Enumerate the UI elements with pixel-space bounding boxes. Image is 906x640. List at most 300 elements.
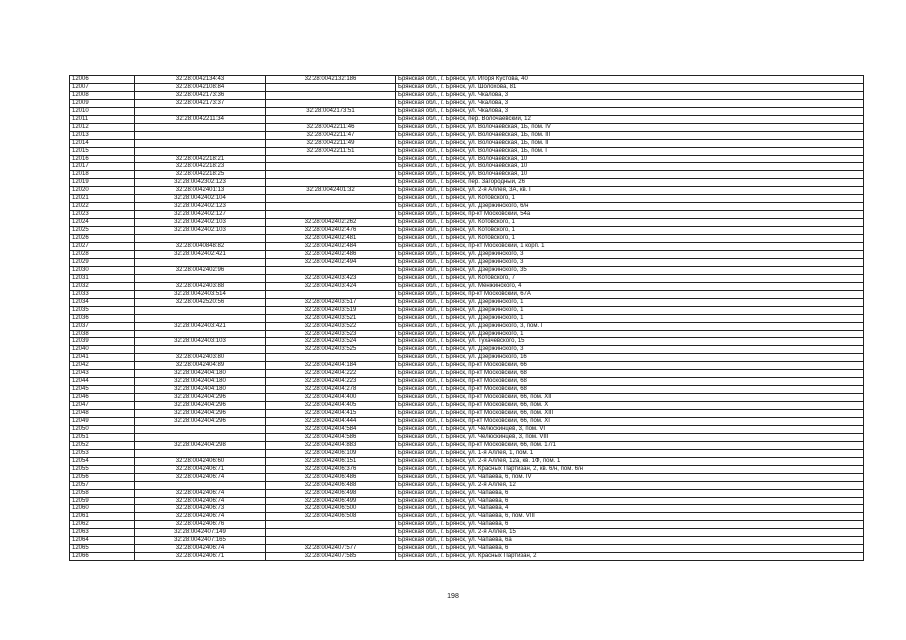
object-number-cell: [266, 83, 396, 91]
parcel-number-cell: 32:28:0042402:103: [135, 219, 266, 227]
address-cell: Брянская обл., г. Брянск, ул. Менжинского, 4: [396, 282, 864, 290]
address-cell: Брянская обл., г. Брянск, ул. Дзержинского, 1: [396, 314, 864, 322]
parcel-number-cell: [135, 433, 266, 441]
object-number-cell: [266, 155, 396, 163]
object-number-cell: 32:28:0042406:151: [266, 457, 396, 465]
table-row: [70, 243, 864, 251]
table-row: [70, 76, 864, 84]
parcel-number-cell: [135, 306, 266, 314]
address-cell: Брянская обл., г. Брянск, пр-кт Московский, 68: [396, 370, 864, 378]
object-number-cell: 32:28:0042404:883: [266, 441, 396, 449]
table-row: [70, 354, 864, 362]
address-cell: Брянская обл., г. Брянск, ул. Дзержинского, 3, пом. I: [396, 322, 864, 330]
table-row: [70, 131, 864, 139]
address-cell: Брянская обл., г. Брянск, ул. Волочаевская, 10: [396, 163, 864, 171]
row-number-cell: 12026: [70, 235, 135, 243]
table-row: [70, 473, 864, 481]
object-number-cell: 32:28:0042403:423: [266, 274, 396, 282]
table-row: [70, 537, 864, 545]
parcel-number-cell: 32:28:0042404:89: [135, 362, 266, 370]
table-row: [70, 545, 864, 553]
page-number: 198: [447, 593, 459, 600]
object-number-cell: [266, 99, 396, 107]
row-number-cell: 12007: [70, 83, 135, 91]
table-row: [70, 433, 864, 441]
parcel-number-cell: 32:28:0042402:123: [135, 203, 266, 211]
parcel-number-cell: 32:28:0042407:165: [135, 537, 266, 545]
address-cell: Брянская обл., г. Брянск, ул. Чапаева, 6, пом. VIII: [396, 513, 864, 521]
parcel-number-cell: 32:28:0042406:71: [135, 553, 266, 561]
address-cell: Брянская обл., г. Брянск, ул. Чапаева, 6а: [396, 537, 864, 545]
registry-table: [69, 75, 864, 561]
parcel-number-cell: 32:28:0042404:180: [135, 386, 266, 394]
address-cell: Брянская обл., г. Брянск, пр-кт Московский, 54а: [396, 211, 864, 219]
object-number-cell: 32:28:0042403:523: [266, 330, 396, 338]
parcel-number-cell: 32:28:0042404:298: [135, 441, 266, 449]
address-cell: Брянская обл., г. Брянск, ул. Челюскинцев, 3, пом. VIII: [396, 433, 864, 441]
address-cell: Брянская обл., г. Брянск, пр-кт Московский, 66, пом. X: [396, 402, 864, 410]
table-row: [70, 139, 864, 147]
parcel-number-cell: [135, 314, 266, 322]
object-number-cell: 32:28:0042404:400: [266, 394, 396, 402]
object-number-cell: 32:28:0042402:484: [266, 243, 396, 251]
table-row: [70, 457, 864, 465]
address-cell: Брянская обл., г. Брянск, ул. Дзержинского, 35: [396, 266, 864, 274]
parcel-number-cell: 32:28:0042404:180: [135, 370, 266, 378]
table-row: [70, 330, 864, 338]
row-number-cell: 12056: [70, 473, 135, 481]
object-number-cell: 32:28:0042406:486: [266, 473, 396, 481]
object-number-cell: 32:28:0042406:508: [266, 513, 396, 521]
row-number-cell: 12008: [70, 91, 135, 99]
row-number-cell: 12062: [70, 521, 135, 529]
row-number-cell: 12048: [70, 410, 135, 418]
parcel-number-cell: [135, 346, 266, 354]
parcel-number-cell: [135, 258, 266, 266]
parcel-number-cell: 32:28:0042173:36: [135, 91, 266, 99]
row-number-cell: 12021: [70, 195, 135, 203]
address-cell: Брянская обл., г. Брянск, ул. Игоря Кустова, 40: [396, 76, 864, 84]
object-number-cell: 32:28:0042407:585: [266, 553, 396, 561]
object-number-cell: 32:28:0042403:522: [266, 322, 396, 330]
parcel-number-cell: 32:28:0042403:88: [135, 282, 266, 290]
row-number-cell: 12036: [70, 314, 135, 322]
table-row: [70, 274, 864, 282]
object-number-cell: 32:28:0042404:415: [266, 410, 396, 418]
row-number-cell: 12050: [70, 425, 135, 433]
table-row: [70, 306, 864, 314]
address-cell: Брянская обл., г. Брянск, пр-кт Московский, 68: [396, 386, 864, 394]
table-row: [70, 521, 864, 529]
row-number-cell: 12024: [70, 219, 135, 227]
address-cell: Брянская обл., г. Брянск, ул. 2-я Аллея, 12а, кв. 1Ф, пом. 1: [396, 457, 864, 465]
address-cell: Брянская обл., г. Брянск, ул. Дзержинского, 1: [396, 298, 864, 306]
object-number-cell: 32:28:0042402:476: [266, 227, 396, 235]
row-number-cell: 12025: [70, 227, 135, 235]
object-number-cell: [266, 211, 396, 219]
table-row: [70, 258, 864, 266]
row-number-cell: 12010: [70, 107, 135, 115]
row-number-cell: 12039: [70, 338, 135, 346]
row-number-cell: 12055: [70, 465, 135, 473]
parcel-number-cell: 32:28:0042401:13: [135, 187, 266, 195]
parcel-number-cell: [135, 107, 266, 115]
parcel-number-cell: 32:28:0042402:421: [135, 250, 266, 258]
object-number-cell: 32:28:0042403:524: [266, 338, 396, 346]
table-row: [70, 449, 864, 457]
row-number-cell: 12020: [70, 187, 135, 195]
parcel-number-cell: 32:28:0042404:296: [135, 417, 266, 425]
address-cell: Брянская обл., г. Брянск, пер. Загородный, 26: [396, 179, 864, 187]
object-number-cell: 32:28:0042403:517: [266, 298, 396, 306]
row-number-cell: 12018: [70, 171, 135, 179]
table-row: [70, 441, 864, 449]
object-number-cell: 32:28:0042406:376: [266, 465, 396, 473]
table-row: [70, 529, 864, 537]
parcel-number-cell: 32:28:0042211:34: [135, 115, 266, 123]
table-row: [70, 410, 864, 418]
table-row: [70, 481, 864, 489]
row-number-cell: 12051: [70, 433, 135, 441]
address-cell: Брянская обл., г. Брянск, ул. Красных Партизан, 2, кв. 6/н, пом. 6/н: [396, 465, 864, 473]
address-cell: Брянская обл., г. Брянск, ул. Шолохова, 81: [396, 83, 864, 91]
address-cell: Брянская обл., г. Брянск, пр-кт Московский, 66: [396, 362, 864, 370]
object-number-cell: 32:28:0042211:46: [266, 123, 396, 131]
object-number-cell: [266, 266, 396, 274]
object-number-cell: 32:28:0042401:32: [266, 187, 396, 195]
address-cell: Брянская обл., г. Брянск, ул. Котовского, 1: [396, 219, 864, 227]
parcel-number-cell: 32:28:0042402:104: [135, 195, 266, 203]
row-number-cell: 12059: [70, 497, 135, 505]
table-row: [70, 83, 864, 91]
table-row: [70, 505, 864, 513]
row-number-cell: 12011: [70, 115, 135, 123]
object-number-cell: [266, 521, 396, 529]
row-number-cell: 12022: [70, 203, 135, 211]
object-number-cell: [266, 290, 396, 298]
address-cell: Брянская обл., г. Брянск, ул. Котовского, 1: [396, 227, 864, 235]
row-number-cell: 12042: [70, 362, 135, 370]
table-row: [70, 203, 864, 211]
table-row: [70, 378, 864, 386]
row-number-cell: 12037: [70, 322, 135, 330]
table-row: [70, 497, 864, 505]
parcel-number-cell: 32:28:0042406:74: [135, 545, 266, 553]
address-cell: Брянская обл., г. Брянск, ул. Волочаевская, 1Б, пом. III: [396, 131, 864, 139]
table-row: [70, 282, 864, 290]
row-number-cell: 12043: [70, 370, 135, 378]
address-cell: Брянская обл., г. Брянск, ул. Дзержинского, 1: [396, 306, 864, 314]
object-number-cell: 32:28:0042404:278: [266, 386, 396, 394]
table-row: [70, 179, 864, 187]
row-number-cell: 12006: [70, 76, 135, 84]
row-number-cell: 12047: [70, 402, 135, 410]
object-number-cell: [266, 115, 396, 123]
parcel-number-cell: 32:28:0042403:80: [135, 354, 266, 362]
row-number-cell: 12035: [70, 306, 135, 314]
row-number-cell: 12044: [70, 378, 135, 386]
object-number-cell: 32:28:0042406:500: [266, 505, 396, 513]
parcel-number-cell: [135, 235, 266, 243]
address-cell: Брянская обл., г. Брянск, ул. Дзержинского, 16: [396, 354, 864, 362]
row-number-cell: 12033: [70, 290, 135, 298]
parcel-number-cell: 32:28:0042302:123: [135, 179, 266, 187]
address-cell: Брянская обл., г. Брянск, ул. Дзержинского, 1: [396, 330, 864, 338]
object-number-cell: 32:28:0042173:51: [266, 107, 396, 115]
row-number-cell: 12027: [70, 243, 135, 251]
parcel-number-cell: 32:28:0042404:296: [135, 394, 266, 402]
parcel-number-cell: 32:28:0042406:74: [135, 473, 266, 481]
address-cell: Брянская обл., г. Брянск, ул. Чкалова, 3: [396, 91, 864, 99]
object-number-cell: 32:28:0042211:49: [266, 139, 396, 147]
parcel-number-cell: 32:28:0042404:180: [135, 378, 266, 386]
object-number-cell: [266, 537, 396, 545]
address-cell: Брянская обл., г. Брянск, ул. Чкалова, 3: [396, 99, 864, 107]
table-row: [70, 163, 864, 171]
address-cell: Брянская обл., г. Брянск, ул. Дзержинского, 3: [396, 258, 864, 266]
address-cell: Брянская обл., г. Брянск, ул. Дзержинского, 3: [396, 250, 864, 258]
address-cell: Брянская обл., г. Брянск, ул. Красных Партизан, 2: [396, 553, 864, 561]
parcel-number-cell: 32:28:0042134:43: [135, 76, 266, 84]
row-number-cell: 12015: [70, 147, 135, 155]
table-row: [70, 99, 864, 107]
object-number-cell: 32:28:0042211:47: [266, 131, 396, 139]
parcel-number-cell: 32:28:0042218:23: [135, 163, 266, 171]
parcel-number-cell: 32:28:0042406:74: [135, 513, 266, 521]
row-number-cell: 12045: [70, 386, 135, 394]
object-number-cell: 32:28:0042211:51: [266, 147, 396, 155]
object-number-cell: 32:28:0042403:521: [266, 314, 396, 322]
address-cell: Брянская обл., г. Брянск, ул. Дзержинского, 3: [396, 346, 864, 354]
table-row: [70, 402, 864, 410]
address-cell: Брянская обл., г. Брянск, ул. Волочаевская, 1Б, пом. I: [396, 147, 864, 155]
address-cell: Брянская обл., г. Брянск, пр-кт Московский, 66, пом. XI: [396, 417, 864, 425]
row-number-cell: 12013: [70, 131, 135, 139]
address-cell: Брянская обл., г. Брянск, ул. Волочаевская, 1Б, пом. II: [396, 139, 864, 147]
row-number-cell: 12061: [70, 513, 135, 521]
object-number-cell: [266, 529, 396, 537]
table-row: [70, 115, 864, 123]
row-number-cell: 12032: [70, 282, 135, 290]
object-number-cell: 32:28:0042404:584: [266, 425, 396, 433]
object-number-cell: 32:28:0042402:494: [266, 258, 396, 266]
address-cell: Брянская обл., г. Брянск, ул. 2-я Аллея, 3А, кв. I: [396, 187, 864, 195]
row-number-cell: 12054: [70, 457, 135, 465]
object-number-cell: 32:28:0042404:444: [266, 417, 396, 425]
object-number-cell: 32:28:0042402:481: [266, 235, 396, 243]
object-number-cell: [266, 91, 396, 99]
table-row: [70, 425, 864, 433]
row-number-cell: 12034: [70, 298, 135, 306]
object-number-cell: 32:28:0042403:525: [266, 346, 396, 354]
address-cell: Брянская обл., г. Брянск, ул. 1-я Аллея, 1, пом. 1: [396, 449, 864, 457]
parcel-number-cell: [135, 425, 266, 433]
parcel-number-cell: 32:28:0042403:514: [135, 290, 266, 298]
table-row: [70, 155, 864, 163]
row-number-cell: 12064: [70, 537, 135, 545]
parcel-number-cell: 32:28:0042406:74: [135, 489, 266, 497]
row-number-cell: 12041: [70, 354, 135, 362]
object-number-cell: 32:28:0042404:222: [266, 370, 396, 378]
object-number-cell: 32:28:0042406:109: [266, 449, 396, 457]
row-number-cell: 12017: [70, 163, 135, 171]
object-number-cell: 32:28:0042132:186: [266, 76, 396, 84]
table-row: [70, 346, 864, 354]
row-number-cell: 12023: [70, 211, 135, 219]
table-row: [70, 489, 864, 497]
table-row: [70, 290, 864, 298]
address-cell: Брянская обл., г. Брянск, ул. Волочаевская, 10: [396, 155, 864, 163]
address-cell: Брянская обл., г. Брянск, пр-кт Московский, 68: [396, 378, 864, 386]
address-cell: Брянская обл., г. Брянск, ул. Чкалова, 3: [396, 107, 864, 115]
object-number-cell: 32:28:0042404:405: [266, 402, 396, 410]
table-row: [70, 219, 864, 227]
address-cell: Брянская обл., г. Брянск, ул. Чапаева, 4: [396, 505, 864, 513]
registry-table-body: [70, 76, 864, 561]
object-number-cell: 32:28:0042402:486: [266, 250, 396, 258]
parcel-number-cell: 32:28:0042402:127: [135, 211, 266, 219]
row-number-cell: 12014: [70, 139, 135, 147]
row-number-cell: 12029: [70, 258, 135, 266]
table-row: [70, 107, 864, 115]
table-row: [70, 338, 864, 346]
table-row: [70, 298, 864, 306]
row-number-cell: 12063: [70, 529, 135, 537]
address-cell: Брянская обл., г. Брянск, ул. 2-я Аллея, 12: [396, 481, 864, 489]
table-row: [70, 513, 864, 521]
row-number-cell: 12060: [70, 505, 135, 513]
table-row: [70, 147, 864, 155]
object-number-cell: 32:28:0042406:498: [266, 489, 396, 497]
object-number-cell: [266, 203, 396, 211]
parcel-number-cell: 32:28:0042406:71: [135, 465, 266, 473]
table-row: [70, 417, 864, 425]
address-cell: Брянская обл., г. Брянск, пер. Волочаевский, 12: [396, 115, 864, 123]
table-row: [70, 386, 864, 394]
parcel-number-cell: 32:28:0042520:56: [135, 298, 266, 306]
parcel-number-cell: [135, 330, 266, 338]
table-row: [70, 465, 864, 473]
object-number-cell: [266, 171, 396, 179]
parcel-number-cell: 32:28:0042406:60: [135, 457, 266, 465]
row-number-cell: 12052: [70, 441, 135, 449]
address-cell: Брянская обл., г. Брянск, ул. Котовского, 1: [396, 195, 864, 203]
object-number-cell: 32:28:0042406:499: [266, 497, 396, 505]
table-row: [70, 250, 864, 258]
parcel-number-cell: [135, 449, 266, 457]
address-cell: Брянская обл., г. Брянск, ул. 2-я Аллея, 15: [396, 529, 864, 537]
parcel-number-cell: 32:28:0042173:37: [135, 99, 266, 107]
row-number-cell: 12030: [70, 266, 135, 274]
parcel-number-cell: 32:28:0042108:84: [135, 83, 266, 91]
address-cell: Брянская обл., г. Брянск, ул. Чапаева, 6: [396, 489, 864, 497]
address-cell: Брянская обл., г. Брянск, ул. Чапаева, 6, пом. IV: [396, 473, 864, 481]
address-cell: Брянская обл., г. Брянск, ул. Дзержинского, 6/н: [396, 203, 864, 211]
object-number-cell: [266, 163, 396, 171]
parcel-number-cell: 32:28:0042218:25: [135, 171, 266, 179]
object-number-cell: 32:28:0042404:184: [266, 362, 396, 370]
row-number-cell: 12046: [70, 394, 135, 402]
address-cell: Брянская обл., г. Брянск, ул. Чапаева, 6: [396, 545, 864, 553]
table-row: [70, 266, 864, 274]
row-number-cell: 12016: [70, 155, 135, 163]
table-row: [70, 195, 864, 203]
object-number-cell: 32:28:0042404:223: [266, 378, 396, 386]
address-cell: Брянская обл., г. Брянск, пр-кт Московский, 67А: [396, 290, 864, 298]
table-row: [70, 235, 864, 243]
object-number-cell: 32:28:0042402:262: [266, 219, 396, 227]
parcel-number-cell: [135, 274, 266, 282]
address-cell: Брянская обл., г. Брянск, ул. Челюскинцев, 3, пом. VI: [396, 425, 864, 433]
parcel-number-cell: [135, 147, 266, 155]
parcel-number-cell: 32:28:0042402:103: [135, 227, 266, 235]
object-number-cell: 32:28:0042407:577: [266, 545, 396, 553]
object-number-cell: 32:28:0042404:586: [266, 433, 396, 441]
row-number-cell: 12058: [70, 489, 135, 497]
parcel-number-cell: 32:28:0042402:96: [135, 266, 266, 274]
address-cell: Брянская обл., г. Брянск, пр-кт Московский, 66, пом. XII: [396, 394, 864, 402]
parcel-number-cell: 32:28:0042218:21: [135, 155, 266, 163]
parcel-number-cell: 32:28:0042403:103: [135, 338, 266, 346]
table-row: [70, 123, 864, 131]
parcel-number-cell: 32:28:0042406:76: [135, 521, 266, 529]
parcel-number-cell: 32:28:0042406:74: [135, 497, 266, 505]
parcel-number-cell: [135, 123, 266, 131]
parcel-number-cell: 32:28:0040848:82: [135, 243, 266, 251]
address-cell: Брянская обл., г. Брянск, ул. Чапаева, 6: [396, 521, 864, 529]
table-row: [70, 187, 864, 195]
row-number-cell: 12009: [70, 99, 135, 107]
address-cell: Брянская обл., г. Брянск, пр-кт Московский, 66, пом. XIII: [396, 410, 864, 418]
parcel-number-cell: [135, 139, 266, 147]
object-number-cell: 32:28:0042403:424: [266, 282, 396, 290]
row-number-cell: 12040: [70, 346, 135, 354]
table-row: [70, 227, 864, 235]
object-number-cell: [266, 195, 396, 203]
parcel-number-cell: 32:28:0042404:296: [135, 410, 266, 418]
table-row: [70, 362, 864, 370]
object-number-cell: [266, 354, 396, 362]
row-number-cell: 12028: [70, 250, 135, 258]
parcel-number-cell: 32:28:0042407:149: [135, 529, 266, 537]
object-number-cell: 32:28:0042406:488: [266, 481, 396, 489]
parcel-number-cell: 32:28:0042403:421: [135, 322, 266, 330]
row-number-cell: 12066: [70, 553, 135, 561]
table-row: [70, 171, 864, 179]
parcel-number-cell: 32:28:0042404:296: [135, 402, 266, 410]
row-number-cell: 12012: [70, 123, 135, 131]
table-row: [70, 370, 864, 378]
table-row: [70, 211, 864, 219]
row-number-cell: 12049: [70, 417, 135, 425]
row-number-cell: 12019: [70, 179, 135, 187]
row-number-cell: 12053: [70, 449, 135, 457]
address-cell: Брянская обл., г. Брянск, ул. Тухачевского, 15: [396, 338, 864, 346]
table-row: [70, 553, 864, 561]
table-row: [70, 314, 864, 322]
address-cell: Брянская обл., г. Брянск, ул. Котовского, 1: [396, 235, 864, 243]
row-number-cell: 12031: [70, 274, 135, 282]
parcel-number-cell: [135, 131, 266, 139]
row-number-cell: 12065: [70, 545, 135, 553]
row-number-cell: 12057: [70, 481, 135, 489]
parcel-number-cell: 32:28:0042406:73: [135, 505, 266, 513]
address-cell: Брянская обл., г. Брянск, ул. Волочаевская, 1Б, пом. IV: [396, 123, 864, 131]
object-number-cell: [266, 179, 396, 187]
table-row: [70, 394, 864, 402]
object-number-cell: 32:28:0042403:519: [266, 306, 396, 314]
address-cell: Брянская обл., г. Брянск, ул. Волочаевская, 10: [396, 171, 864, 179]
